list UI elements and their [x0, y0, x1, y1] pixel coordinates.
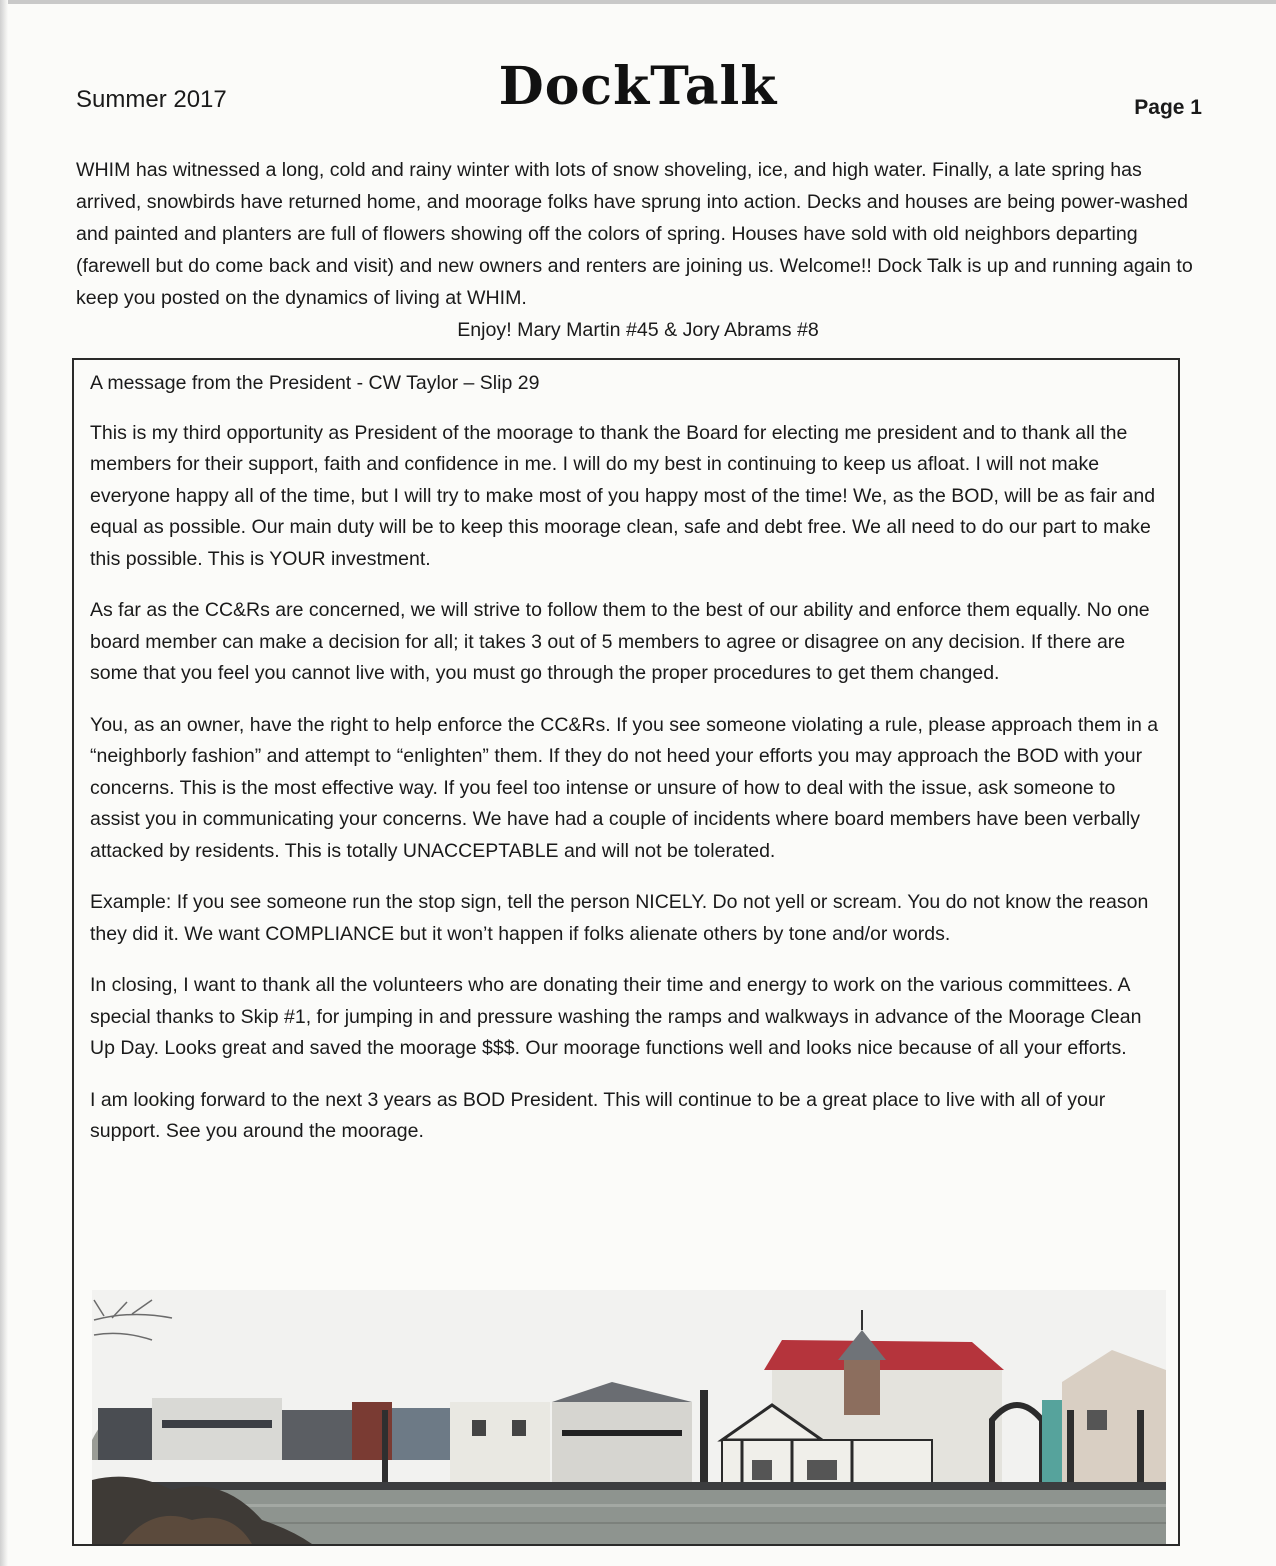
page-left-shadow	[0, 0, 8, 1566]
intro-section	[76, 154, 1200, 346]
floating-homes-illustration	[92, 1290, 1166, 1544]
newsletter-masthead: DockTalk	[498, 56, 778, 117]
president-message-title: A message from the President - CW Taylor – Slip 29	[90, 372, 540, 394]
president-message-box	[72, 358, 1180, 1546]
message-paragraph: This is my third opportunity as President of the moorage to thank the Board for electing me president and to thank all the members for their support, faith and confidence in me. I will do my best in continuing to keep us afloat. I will not make everyone happy all of the time, but I will try to make most of you happy most of the time! We, as the BOD, will be as fair and equal as possible. Our main duty will be to keep this moorage clean, safe and debt free. We all need to do our part to make this possible. This is YOUR investment.	[90, 421, 1156, 570]
message-paragraph: As far as the CC&Rs are concerned, we will strive to follow them to the best of our ability and enforce them equally. No one board member can make a decision for all; it takes 3 out of 5 members to agree or disagree on any decision. If there are some that you feel you cannot live with, you must go through the proper procedures to get them changed.	[90, 599, 1150, 684]
intro-paragraph: WHIM has witnessed a long, cold and rainy winter with lots of snow shoveling, ice, and high water. Finally, a late spring has arrived, snowbirds have returned home, and moorage folks have sprung into action. Decks and houses are being power-washed and painted and planters are full of flowers showing off the colors of spring. Houses have sold with old neighbors departing (farewell but do come back and visit) and new owners and renters are joining us. Welcome!! Dock Talk is up and running again to keep you posted on the dynamics of living at WHIM.	[76, 159, 1193, 309]
intro-signoff: Enjoy! Mary Martin #45 & Jory Abrams #8	[457, 319, 819, 341]
issue-season: Summer 2017	[76, 86, 227, 113]
page-number: Page 1	[1134, 96, 1202, 119]
message-paragraph: You, as an owner, have the right to help enforce the CC&Rs. If you see someone violating a rule, please approach them in a “neighborly fashion” and attempt to “enlighten” them. If they do not heed your efforts you may approach the BOD with your concerns. This is the most effective way. If you feel too intense or unsure of how to deal with the issue, ask someone to assist you in communicating your concerns. We have had a couple of incidents where board members have been verbally attacked by residents. This is totally UNACCEPTABLE and will not be tolerated.	[90, 713, 1159, 862]
page-top-edge	[0, 0, 1276, 4]
message-paragraph: I am looking forward to the next 3 years as BOD President. This will continue to be a great place to live with all of your support. See you around the moorage.	[90, 1088, 1106, 1142]
message-paragraph: Example: If you see someone run the stop sign, tell the person NICELY. Do not yell or scream. You do not know the reason they did it. We want COMPLIANCE but it won’t happen if folks alienate others by tone and/or words.	[90, 891, 1149, 945]
message-paragraph: In closing, I want to thank all the volunteers who are donating their time and energy to work on the various committees. A special thanks to Skip #1, for jumping in and pressure washing the ramps and walkways in advance of the Moorage Clean Up Day. Looks great and saved the moorage $$$. Our moorage functions well and looks nice because of all your efforts.	[90, 974, 1142, 1059]
moorage-photo	[92, 1290, 1166, 1544]
